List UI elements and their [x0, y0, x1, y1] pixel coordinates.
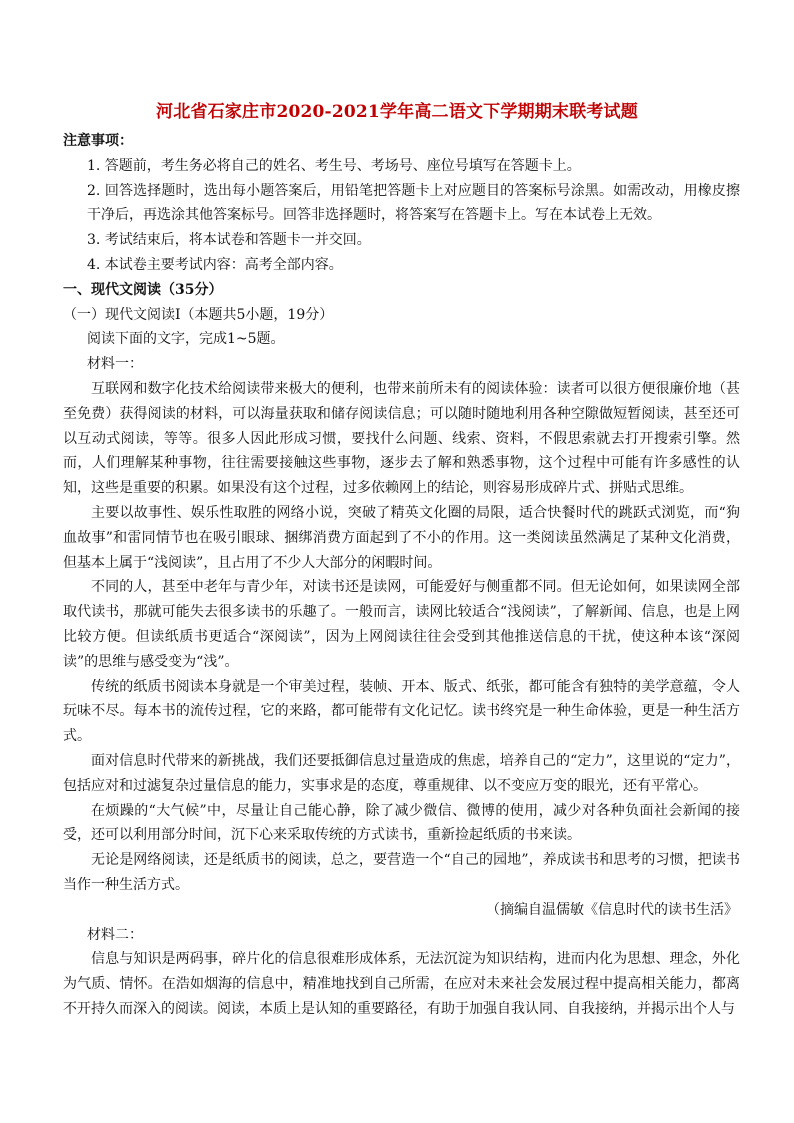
document-title: 河北省石家庄市2020-2021学年高二语文下学期期末联考试题	[156, 102, 638, 122]
section-heading: 一、现代文阅读（35分）	[63, 281, 223, 298]
notice-item: 1. 答题前，考生务必将自己的姓名、考生号、考场号、座位号填写在答题卡上。	[87, 157, 581, 174]
material1-paragraph: 传统的纸质书阅读本身就是一个审美过程，装帧、开本、版式、纸张，都可能含有独特的美学意蕴，令人玩味不尽。每本书的流传过程，它的来路，都可能带有文化记忆。读书终究是一种生命体验，更是一种生活方式。	[63, 678, 740, 745]
material1-paragraph: 互联网和数字化技术给阅读带来极大的便利，也带来前所未有的阅读体验：读者可以很方便很廉价地（甚至免费）获得阅读的材料，可以海量获取和储存阅读信息；可以随时随地利用各种空隙做短暂阅读，甚至还可以互动式阅读，等等。很多人因此形成习惯，要找什么问题、线索、资料，不假思索就去打开搜索引擎。然而，人们理解某种事物，往往需要接触这些事物，逐步去了解和熟悉事物，这个过程中可能有许多感性的认知，这些是重要的积累。如果没有这个过程，过多依赖网上的结论，则容易形成碎片式、拼贴式思维。	[63, 380, 740, 497]
material1-paragraph: 不同的人，甚至中老年与青少年，对读书还是读网，可能爱好与侧重都不同。但无论如何，如果读网全部取代读书，那就可能失去很多读书的乐趣了。一般而言，读网比较适合“浅阅读”，了解新闻、信息，也是上网比较方便。但读纸质书更适合“深阅读”，因为上网阅读往往会受到其他推送信息的干扰，使这种本该“深阅读”的思维与感受变为“浅”。	[63, 579, 740, 670]
notice-item: 4. 本试卷主要考试内容：高考全部内容。	[87, 256, 343, 273]
material1-paragraph: 主要以故事性、娱乐性取胜的网络小说，突破了精英文化圈的局限，适合快餐时代的跳跃式浏览，而“狗血故事”和雷同情节也在吸引眼球、捆绑消费方面起到了不小的作用。这一类阅读虽然满足了某种文化消费，但基本上属于“浅阅读”，且占用了不少人大部分的闲暇时间。	[63, 504, 740, 571]
notice-heading: 注意事项：	[63, 133, 133, 149]
material1-paragraph: 无论是网络阅读，还是纸质书的阅读，总之，要营造一个“自己的园地”，养成读书和思考的习惯，把读书当作一种生活方式。	[63, 852, 740, 893]
material1-label: 材料一：	[87, 356, 143, 373]
notice-item: 3. 考试结束后，将本试卷和答题卡一并交回。	[87, 232, 371, 249]
material1-paragraph: 在烦躁的“大气候”中，尽量让自己能心静，除了减少微信、微博的使用，减少对各种负面社会新闻的接受，还可以利用部分时间，沉下心来采取传统的方式读书，重新捡起纸质的书来读。	[63, 802, 740, 844]
subsection-heading: （一）现代文阅读Ⅰ（本题共5小题，19分）	[63, 306, 334, 323]
material2-paragraph: 信息与知识是两码事，碎片化的信息很难形成体系，无法沉淀为知识结构，进而内化为思想、理念，外化为气质、情怀。在浩如烟海的信息中，精准地找到自己所需，在应对未来社会发展过程中提高相关能力，都离不开持久而深入的阅读。阅读，本质上是认知的重要路径，有助于加强自我认同、自我接纳，并揭示出个人与	[63, 951, 740, 1017]
instruction: 阅读下面的文字，完成1~5题。	[87, 331, 285, 348]
source-citation: （摘编自温儒敏《信息时代的读书生活》	[486, 901, 738, 918]
material2-label: 材料二：	[87, 926, 143, 943]
notice-item: 2. 回答选择题时，选出每小题答案后，用铅笔把答题卡上对应题目的答案标号涂黑。如需改动，用橡皮擦干净后，再选涂其他答案标号。回答非选择题时，将答案写在答题卡上。写在本试卷上无效。	[87, 182, 740, 224]
material1-paragraph: 面对信息时代带来的新挑战，我们还要抵御信息过量造成的焦虑，培养自己的“定力”，这里说的“定力”，包括应对和过滤复杂过量信息的能力，实事求是的态度，尊重规律、以不变应万变的眼光，还有平常心。	[63, 752, 740, 794]
document-body	[63, 129, 740, 1022]
